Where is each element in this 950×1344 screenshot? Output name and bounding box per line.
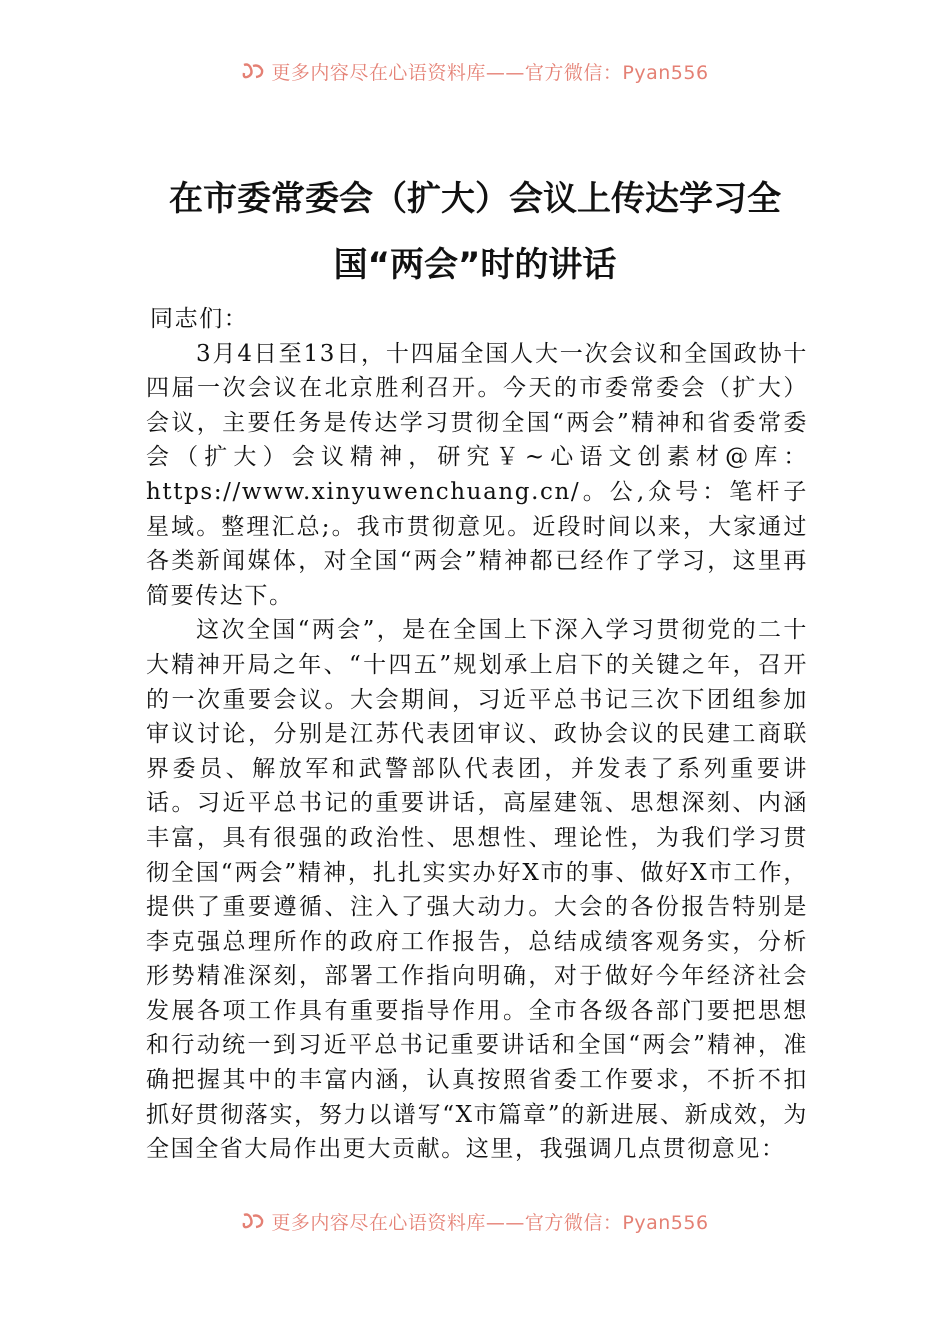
watermark-text: 更多内容尽在心语资料库——官方微信：Pyan556 [271,61,709,84]
watermark-text: 更多内容尽在心语资料库——官方微信：Pyan556 [271,1211,709,1234]
title-line-2: 国“两会”时的讲话 [333,245,617,285]
document-body [146,302,808,1167]
paragraph-2: 这次全国“两会”，是在全国上下深入学习贯彻党的二十大精神开局之年、“十四五”规划承上启下的关键之年，召开的一次重要会议。大会期间，习近平总书记三次下团组参加审议讨论，分别是江苏代表团审议、政协会议的民建工商联界委员、解放军和武警部队代表团，并发表了系列重要讲话。习近平总书记的重要讲话，高屋建瓴、思想深刻、内涵丰富，具有很强的政治性、思想性、理论性，为我们学习贯彻全国“两会”精神，扎扎实实办好X市的事、做好X市工作，提供了重要遵循、注入了强大动力。大会的各份报告特别是李克强总理所作的政府工作报告，总结成绩客观务实，分析形势精准深刻，部署工作指向明确，对于做好今年经济社会发展各项工作具有重要指导作用。全市各级各部门要把思想和行动统一到习近平总书记重要讲话和全国“两会”精神，准确把握其中的丰富内涵，认真按照省委工作要求，不折不扣抓好贯彻落实，努力以谱写“X市篇章”的新进展、新成效，为全国全省大局作出更大贡献。这里，我强调几点贯彻意见： [146,617,808,1163]
brand-logo-icon [241,61,265,81]
brand-logo-icon [241,1211,265,1231]
footer-watermark [0,1208,950,1234]
document-title [100,166,850,298]
title-line-1: 在市委常委会（扩大）会议上传达学习全 [169,179,781,219]
paragraph-1: 3月4日至13日，十四届全国人大一次会议和全国政协十四届一次会议在北京胜利召开。今天的市委常委会（扩大）会议，主要任务是传达学习贯彻全国“两会”精神和省委常委会（扩大）会议精神，研究￥~心语文创素材@库：https://www.xinyuwenchuang.cn/。公,众号：笔杆子星域。整理汇总;。我市贯彻意见。近段时间以来，大家通过各类新闻媒体，对全国“两会”精神都已经作了学习，这里再简要传达下。 [146,340,808,609]
greeting: 同志们： [150,306,249,332]
header-watermark [0,58,950,84]
